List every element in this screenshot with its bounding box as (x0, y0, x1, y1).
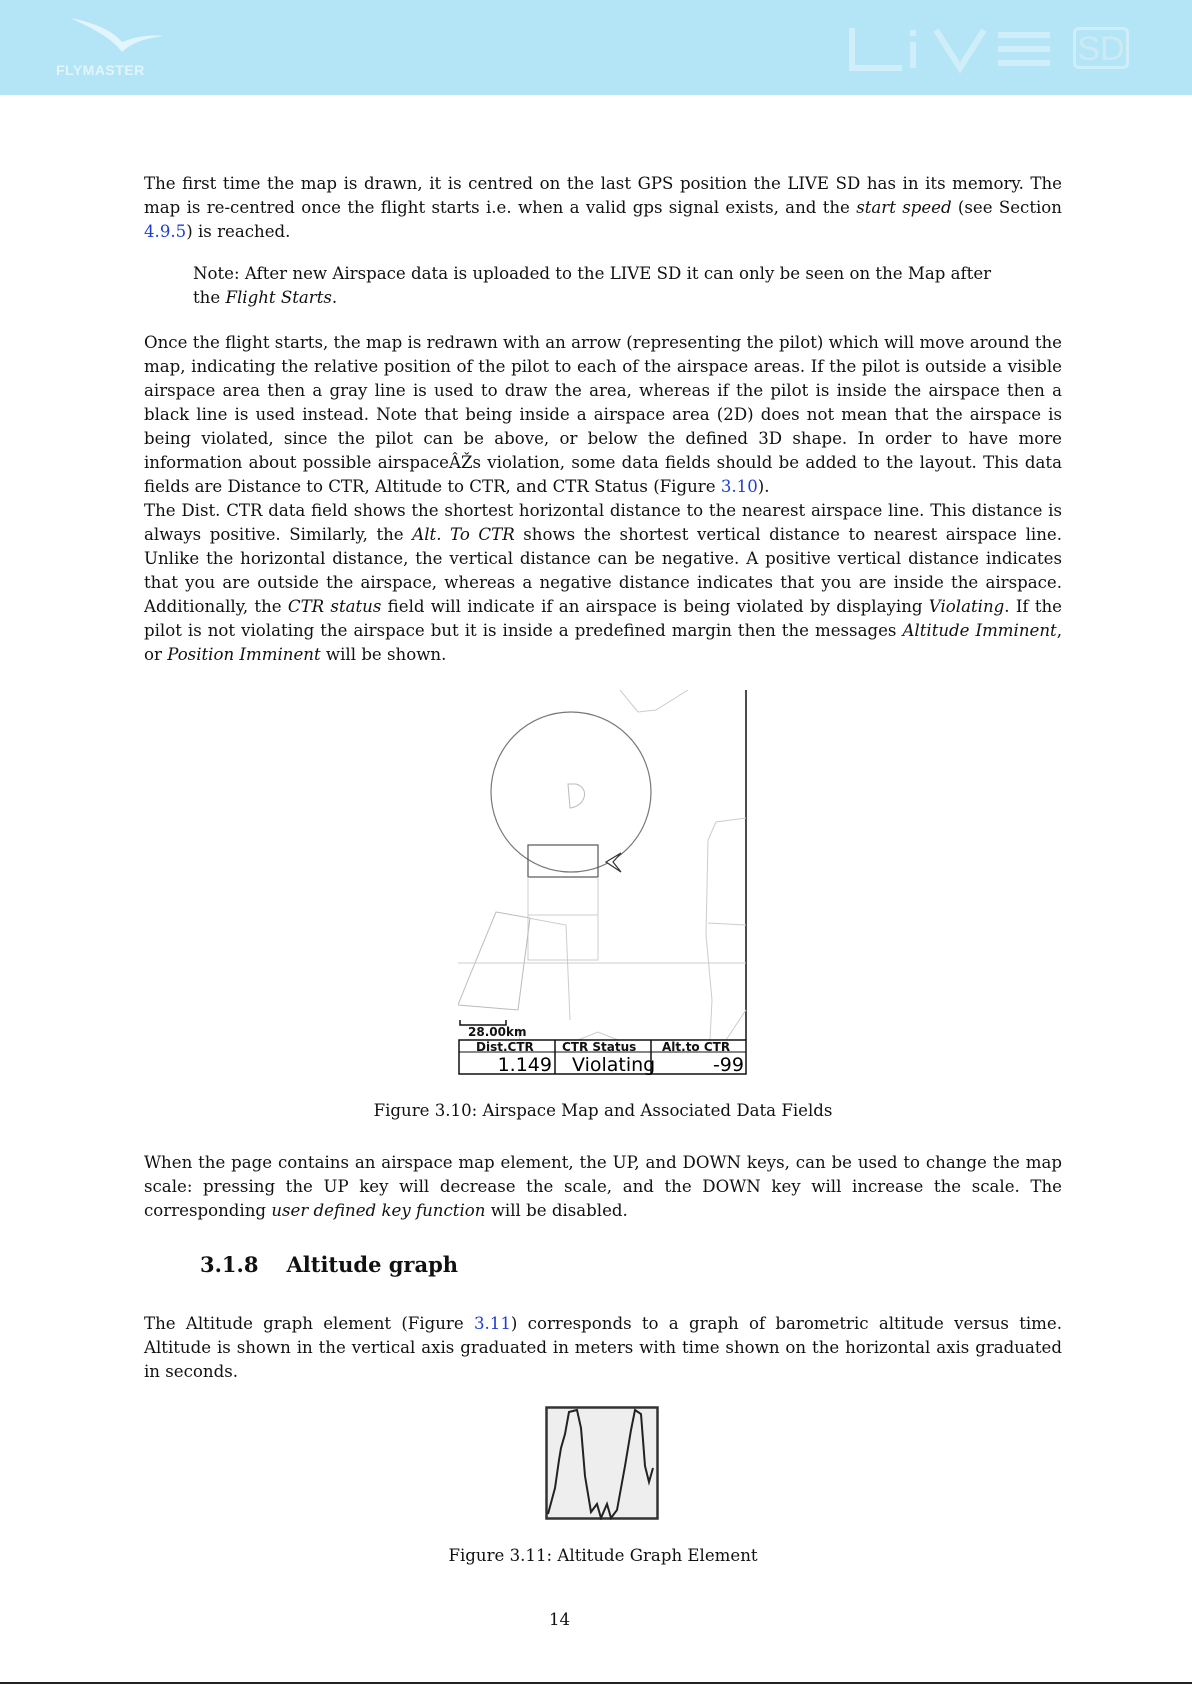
text: The Dist. CTR data field shows the shortest horizontal distance to the nearest airspace line. This distance is always positive. Similarly, the (144, 501, 1062, 544)
emphasis: user defined key function (271, 1201, 486, 1220)
section-number: 3.1.8 (200, 1252, 259, 1277)
altitude-graph-figure (545, 1406, 659, 1520)
footer-rule (0, 1682, 1192, 1684)
figure-link[interactable]: 3.11 (473, 1314, 511, 1333)
text: , or (144, 621, 1062, 664)
figure-caption-3-11: Figure 3.11: Altitude Graph Element (448, 1546, 758, 1565)
airspace-map-figure (458, 690, 748, 1075)
sd-badge: SD (1073, 27, 1129, 69)
text: shows the shortest vertical distance to nearest airspace line. Unlike the horizontal distance, the vertical distance can be negative. A positive vertical distance indicates that you are outside the airspace, whereas a negative distance indicates that you are inside the airspace. Additionally, the (144, 525, 1062, 616)
emphasis: Alt. To CTR (412, 525, 515, 544)
airspace-map (458, 690, 748, 1075)
section-heading (200, 1252, 458, 1277)
figure-link[interactable]: 3.10 (720, 477, 758, 496)
paragraph-keys (144, 1151, 1062, 1223)
emphasis: Altitude Imminent (902, 621, 1057, 640)
page-header (0, 0, 1192, 95)
map-scale-label: 28.00km (468, 1025, 527, 1039)
dist-ctr-value: 1.149 (497, 1054, 552, 1075)
text: . (331, 288, 338, 307)
paragraph-altitude (144, 1312, 1062, 1384)
brand-text: FLYMASTER (56, 62, 145, 78)
text: Note: After new Airspace data is uploaded to the LIVE SD it can only be seen on the Map after the (193, 264, 992, 307)
page-number: 14 (548, 1610, 571, 1629)
altitude-graph (545, 1406, 659, 1520)
figure-caption-3-10: Figure 3.10: Airspace Map and Associated Data Fields (373, 1101, 833, 1120)
text: (see Section (951, 198, 1062, 217)
paragraph-airspace (144, 331, 1062, 667)
text: The Altitude graph element (Figure (144, 1314, 474, 1333)
live-sd-logo (848, 22, 1138, 78)
flymaster-logo (52, 12, 172, 82)
note-block (193, 262, 1013, 310)
text: will be disabled. (485, 1201, 628, 1220)
section-link[interactable]: 4.9.5 (144, 222, 187, 241)
text: Once the flight starts, the map is redrawn with an arrow (representing the pilot) which will move around the map, indicating the relative position of the pilot to each of the airspace areas. If the pilot is outside a visible airspace area then a gray line is used to draw the area, whereas if the pilot is inside the airspace then a black line is used instead. Note that being inside a airspace area (2D) does not mean that the airspace is being violated, since the pilot can be above, or below the defined 3D shape. In order to have more information about possible airspaceÂŽs violation, some data fields should be added to the layout. This data fields are Distance to CTR, Altitude to CTR, and CTR Status (Figure (144, 333, 1062, 496)
ctr-status-value: Violating (572, 1054, 656, 1075)
pilot-arrow-icon (606, 853, 621, 872)
text: ) is reached. (186, 222, 291, 241)
section-title: Altitude graph (286, 1252, 459, 1277)
emphasis: start speed (856, 198, 952, 217)
text: . If the pilot is not violating the airspace but it is inside a predefined margin then the messages (144, 597, 1062, 640)
emphasis: Flight Starts (225, 288, 332, 307)
emphasis: Position Imminent (167, 645, 321, 664)
emphasis: CTR status (287, 597, 382, 616)
text: ) corresponds to a graph of barometric altitude versus time. Altitude is shown in the vertical axis graduated in meters with time shown on the horizontal axis graduated in seconds. (144, 1314, 1062, 1381)
live-wordmark-icon (848, 22, 1073, 78)
dist-ctr-label: Dist.CTR (476, 1040, 534, 1054)
text: The first time the map is drawn, it is centred on the last GPS position the LIVE SD has in its memory. The map is re-centred once the flight starts i.e. when a valid gps signal exists, and the (144, 174, 1062, 217)
emphasis: Violating (928, 597, 1005, 616)
text: ). (757, 477, 770, 496)
text: will be shown. (320, 645, 447, 664)
text: field will indicate if an airspace is being violated by displaying (381, 597, 929, 616)
alt-to-ctr-label: Alt.to CTR (662, 1040, 731, 1054)
text: When the page contains an airspace map element, the UP, and DOWN keys, can be used to change the map scale: pressing the UP key will decrease the scale, and the DOWN key will increase the scale. The corresponding (144, 1153, 1062, 1220)
wing-icon (52, 12, 172, 62)
paragraph-intro (144, 172, 1062, 244)
ctr-status-label: CTR Status (562, 1040, 637, 1054)
alt-to-ctr-value: -99 (712, 1054, 744, 1075)
